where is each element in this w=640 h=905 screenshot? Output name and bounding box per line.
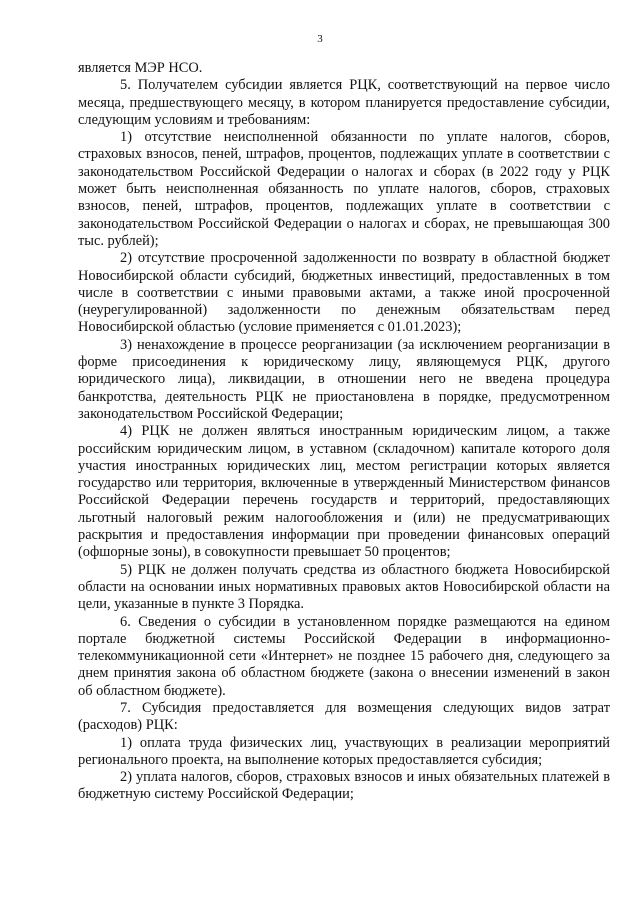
paragraph: 2) отсутствие просроченной задолженности по возврату в областной бюджет Новосибирской области субсидий, бюджетных инвестиций, предоставленных в том числе в соответствии с иными правовыми актами, а также иной просроченной (неурегулированной) задолженности по денежным обязательствам перед Новосибирской областью (условие применяется с 01.01.2023); (78, 250, 610, 336)
paragraph: 5) РЦК не должен получать средства из областного бюджета Новосибирской области на основании иных нормативных правовых актов Новосибирской области на цели, указанные в пункте 3 Порядка. (78, 561, 610, 613)
paragraph: 1) оплата труда физических лиц, участвующих в реализации мероприятий регионального проекта, на выполнение которых предоставляется субсидия; (78, 734, 610, 768)
paragraph: 6. Сведения о субсидии в установленном порядке размещаются на едином портале бюджетной системы Российской Федерации в информационно-телекоммуникационной сети «Интернет» не позднее 15 рабочего дня, следующего за днем принятия закона об областном бюджете (закона о внесении изменений в закон об областном бюджете). (78, 613, 610, 699)
paragraph: 1) отсутствие неисполненной обязанности по уплате налогов, сборов, страховых взносов, пеней, штрафов, процентов, подлежащих уплате в соответствии с законодательством Российской Федерации о налогах и сборах (в 2022 году у РЦК может быть неисполненная обязанность по уплате налогов, сборов, страховых взносов, пеней, штрафов, процентов, подлежащих уплате в соответствии с законодательством Российской Федерации о налогах и сборах, не превышающая 300 тыс. рублей); (78, 129, 610, 249)
paragraph: 3) ненахождение в процессе реорганизации (за исключением реорганизации в форме присоединения к юридическому лицу, являющемуся РЦК, другого юридического лица), ликвидации, в отношении него не введена процедура банкротства, деятельность РЦК не приостановлена в порядке, предусмотренном законодательством Российской Федерации; (78, 336, 610, 422)
paragraph: 4) РЦК не должен являться иностранным юридическим лицом, а также российским юридическим лицом, в уставном (складочном) капитале которого доля участия иностранных юридических лиц, местом регистрации которых является государство или территория, включенные в утвержденный Министерством финансов Российской Федерации перечень государств и территорий, предоставляющих льготный налоговый режим налогообложения и (или) не предусматривающих раскрытия и предоставления информации при проведении финансовых операций (офшорные зоны), в совокупности превышает 50 процентов; (78, 423, 610, 561)
paragraph: 5. Получателем субсидии является РЦК, соответствующий на первое число месяца, предшествующего месяцу, в котором планируется предоставление субсидии, следующим условиям и требованиям: (78, 77, 610, 128)
paragraph: 2) уплата налогов, сборов, страховых взносов и иных обязательных платежей в бюджетную систему Российской Федерации; (78, 769, 610, 803)
paragraph: является МЭР НСО. (78, 60, 203, 76)
page-number: 3 (317, 33, 323, 45)
document-body (78, 60, 610, 804)
paragraph: 7. Субсидия предоставляется для возмещения следующих видов затрат (расходов) РЦК: (78, 699, 610, 734)
